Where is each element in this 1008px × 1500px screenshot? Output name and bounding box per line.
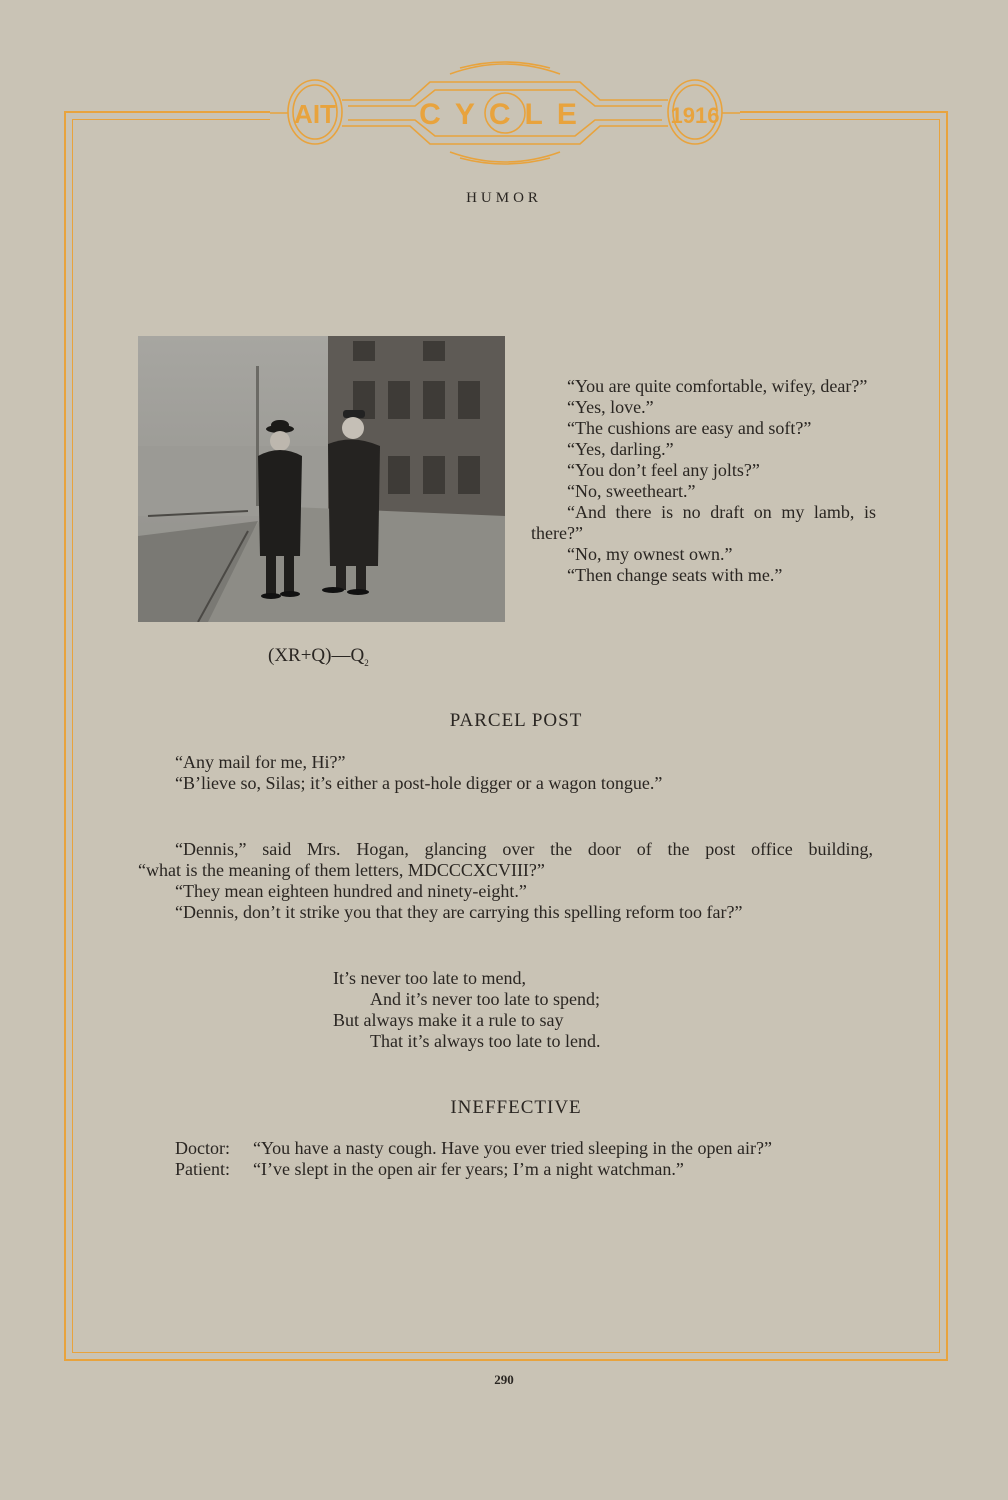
dialog-line: “Yes, darling.” bbox=[567, 439, 674, 459]
exchange-row bbox=[175, 1159, 895, 1180]
section-title: HUMOR bbox=[466, 190, 542, 206]
page-number: 290 bbox=[494, 1372, 514, 1387]
dialog-line: “You are quite comfortable, wifey, dear?” bbox=[567, 376, 868, 396]
dialog-line: “Then change seats with me.” bbox=[567, 565, 783, 585]
poem-line: That it’s always too late to lend. bbox=[370, 1031, 601, 1051]
speaker: Doctor: bbox=[175, 1138, 230, 1158]
header-ornament bbox=[270, 60, 740, 165]
joke-line: “Any mail for me, Hi?” bbox=[175, 752, 346, 772]
ineffective-joke bbox=[175, 1138, 895, 1180]
poem bbox=[333, 968, 733, 1052]
dialog-line: “The cushions are easy and soft?” bbox=[567, 418, 812, 438]
dialog-line: “No, my ownest own.” bbox=[567, 544, 733, 564]
speech: “You have a nasty cough. Have you ever tried sleeping in the open air?” bbox=[253, 1138, 773, 1158]
joke-line: “what is the meaning of them letters, MDCCCXCVIII?” bbox=[138, 860, 545, 880]
joke-line: “Dennis,” said Mrs. Hogan, glancing over the door of the post office building, bbox=[175, 839, 873, 859]
photo-image bbox=[138, 336, 505, 622]
cycle-title: CYCLE bbox=[419, 98, 591, 131]
joke-line: “They mean eighteen hundred and ninety-eight.” bbox=[175, 881, 527, 901]
dialog-line: “And there is no draft on my lamb, is there?” bbox=[531, 502, 876, 543]
hogan-joke bbox=[138, 839, 873, 923]
marriage-dialog bbox=[531, 376, 876, 586]
cycle-logo bbox=[270, 60, 740, 165]
parcel-post-heading: PARCEL POST bbox=[449, 710, 583, 731]
parcel-post-joke bbox=[175, 752, 895, 794]
caption-text: (XR+Q)—Q bbox=[268, 645, 365, 666]
dialog-line: “You don’t feel any jolts?” bbox=[567, 460, 760, 480]
ineffective-heading: INEFFECTIVE bbox=[450, 1097, 582, 1118]
joke-line: “B’lieve so, Silas; it’s either a post-hole digger or a wagon tongue.” bbox=[175, 773, 663, 793]
photo-caption bbox=[268, 645, 369, 668]
exchange-row bbox=[175, 1138, 895, 1159]
speech: “I’ve slept in the open air fer years; I’m a night watchman.” bbox=[253, 1159, 684, 1179]
speaker: Patient: bbox=[175, 1159, 230, 1179]
poem-line: And it’s never too late to spend; bbox=[370, 989, 600, 1009]
photo-two-men bbox=[138, 336, 505, 622]
dialog-line: “Yes, love.” bbox=[567, 397, 654, 417]
joke-line: “Dennis, don’t it strike you that they are carrying this spelling reform too far?” bbox=[175, 902, 743, 922]
dialog-line: “No, sweetheart.” bbox=[567, 481, 696, 501]
poem-line: It’s never too late to mend, bbox=[333, 968, 526, 988]
caption-subscript: 2 bbox=[364, 657, 369, 668]
poem-line: But always make it a rule to say bbox=[333, 1010, 564, 1030]
year-monogram: 1916 bbox=[670, 103, 720, 128]
left-monogram: AIT bbox=[294, 99, 336, 129]
